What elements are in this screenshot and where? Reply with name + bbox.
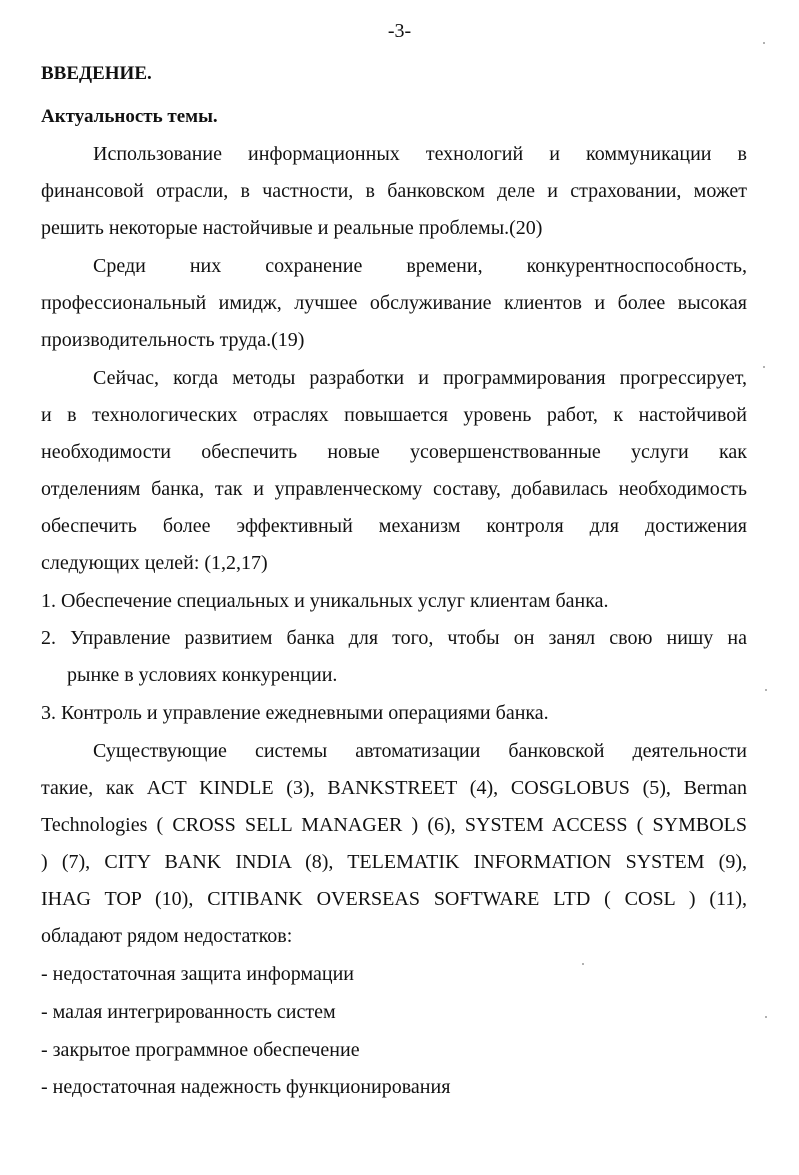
deficiency-item-3: - закрытое программное обеспечение: [41, 1039, 360, 1061]
paragraph-3-line-2: и в технологических отраслях повышается уровень работ, к настойчивой: [41, 404, 747, 426]
paragraph-3-line-5: обеспечить более эффективный механизм контроля для достижения: [41, 515, 747, 537]
deficiency-item-4: - недостаточная надежность функционирования: [41, 1076, 451, 1098]
paragraph-4-line-6: обладают рядом недостатков:: [41, 925, 293, 947]
paragraph-2-line-2: профессиональный имидж, лучшее обслуживание клиентов и более высокая: [41, 292, 747, 314]
deficiency-item-2: - малая интегрированность систем: [41, 1001, 336, 1023]
scan-speck: [763, 366, 765, 368]
list-item-2: 2. Управление развитием банка для того, чтобы он занял свою нишу на: [41, 627, 747, 649]
scan-speck: [765, 1016, 767, 1018]
paragraph-2-line-1: Среди них сохранение времени, конкурентноспособность,: [93, 255, 747, 277]
paragraph-1-line-3: решить некоторые настойчивые и реальные проблемы.(20): [41, 217, 543, 239]
scan-speck: [763, 42, 765, 44]
paragraph-4-line-2: такие, как ACT KINDLE (3), BANKSTREET (4), COSGLOBUS (5), Berman: [41, 777, 747, 799]
scan-speck: [765, 689, 767, 691]
paragraph-4-line-3: Technologies ( CROSS SELL MANAGER ) (6), SYSTEM ACCESS ( SYMBOLS: [41, 814, 747, 836]
paragraph-4-line-5: IHAG TOP (10), CITIBANK OVERSEAS SOFTWARE LTD ( COSL ) (11),: [41, 888, 747, 910]
list-item-2-continuation: рынке в условиях конкуренции.: [67, 664, 338, 686]
scan-speck: [582, 963, 584, 965]
paragraph-3-line-3: необходимости обеспечить новые усовершенствованные услуги как: [41, 441, 747, 463]
section-subtitle: Актуальность темы.: [41, 106, 218, 127]
paragraph-4-line-1: Существующие системы автоматизации банковской деятельности: [93, 740, 747, 762]
paragraph-1-line-1: Использование информационных технологий и коммуникации в: [93, 143, 747, 165]
list-item-3: 3. Контроль и управление ежедневными операциями банка.: [41, 702, 549, 724]
paragraph-3-line-4: отделениям банка, так и управленческому составу, добавилась необходимость: [41, 478, 747, 500]
paragraph-3-line-6: следующих целей: (1,2,17): [41, 552, 268, 574]
paragraph-4-line-4: ) (7), CITY BANK INDIA (8), TELEMATIK INFORMATION SYSTEM (9),: [41, 851, 747, 873]
deficiency-item-1: - недостаточная защита информации: [41, 963, 354, 985]
paragraph-1-line-2: финансовой отрасли, в частности, в банковском деле и страховании, может: [41, 180, 747, 202]
list-item-1: 1. Обеспечение специальных и уникальных услуг клиентам банка.: [41, 590, 609, 612]
page-title: ВВЕДЕНИЕ.: [41, 63, 152, 84]
paragraph-3-line-1: Сейчас, когда методы разработки и программирования прогрессирует,: [93, 367, 747, 389]
page-number: -3-: [387, 20, 412, 42]
paragraph-2-line-3: производительность труда.(19): [41, 329, 305, 351]
